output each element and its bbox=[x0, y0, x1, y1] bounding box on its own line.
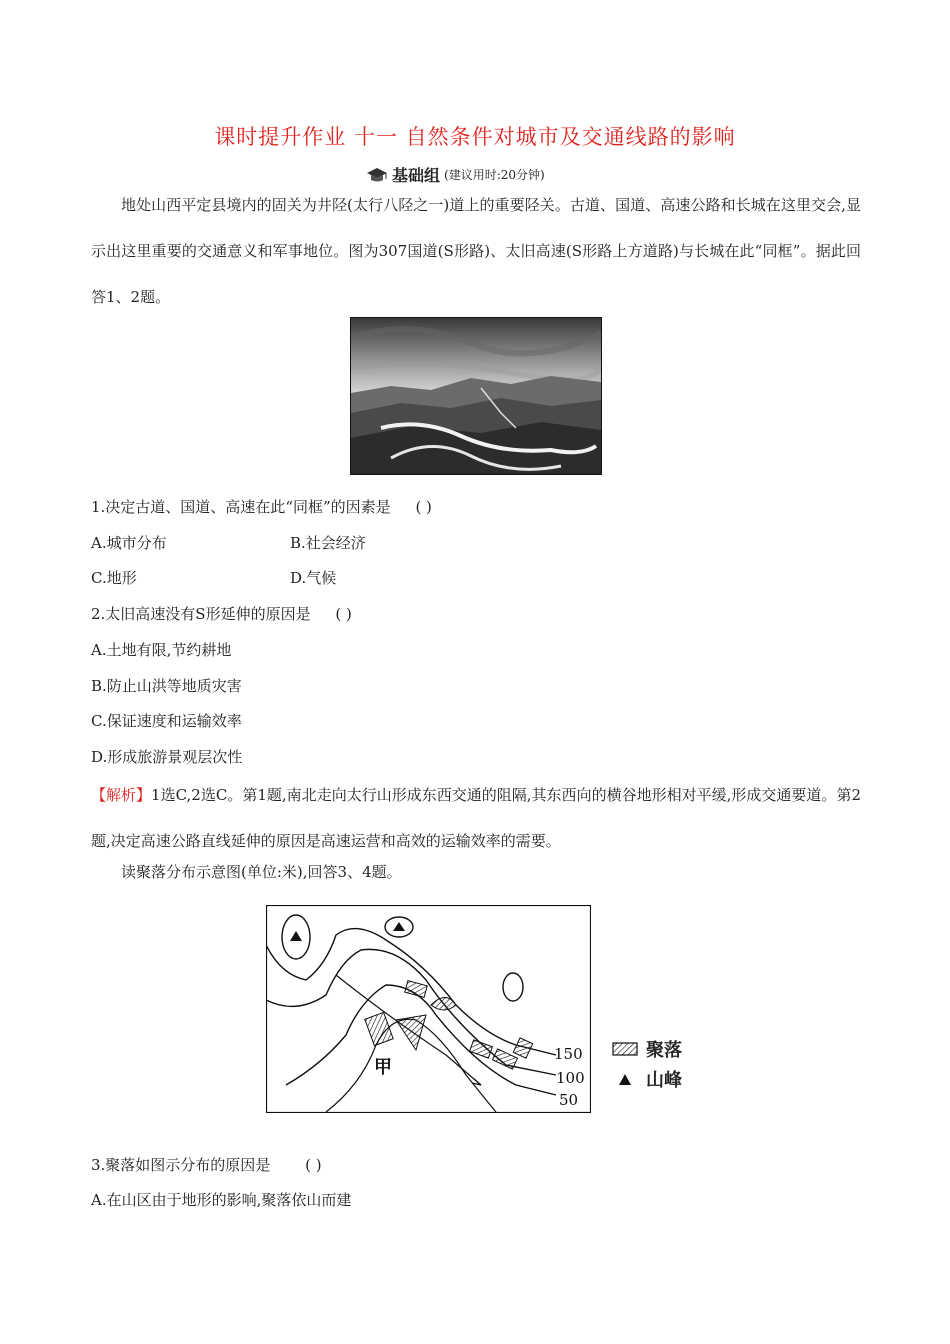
question-1-bracket: ( ) bbox=[415, 498, 432, 516]
question-2-stem: 2.太旧高速没有S形延伸的原因是 bbox=[91, 605, 311, 623]
question-1-stem: 1.决定古道、国道、高速在此“同框”的因素是 bbox=[91, 498, 391, 516]
question-1 bbox=[91, 497, 432, 517]
question-3 bbox=[91, 1155, 322, 1175]
hatched-box-icon bbox=[612, 1042, 638, 1056]
road-photo bbox=[350, 317, 602, 475]
place-label: 甲 bbox=[374, 1057, 392, 1078]
graduation-cap-icon bbox=[366, 167, 388, 183]
question-2 bbox=[91, 604, 352, 624]
q1-option-d: D.气候 bbox=[290, 569, 337, 587]
contour-label: 100 bbox=[556, 1069, 585, 1087]
question-2-bracket: ( ) bbox=[335, 605, 352, 623]
q1-option-b: B.社会经济 bbox=[290, 534, 366, 552]
q2-option-d: D.形成旅游景观层次性 bbox=[91, 748, 243, 766]
contour-label: 50 bbox=[559, 1091, 579, 1109]
section-time-note: (建议用时:20分钟) bbox=[444, 168, 545, 182]
question-3-bracket: ( ) bbox=[305, 1156, 322, 1174]
q2-option-b: B.防止山洪等地质灾害 bbox=[91, 677, 242, 695]
analysis-text: 1选C,2选C。第1题,南北走向太行山形成东西交通的阻隔,其东西向的横谷地形相对平缓,形成交通要道。第2题,决定高速公路直线延伸的原因是高速运营和高效的运输效率的需要。 bbox=[91, 786, 861, 850]
q2-option-c: C.保证速度和运输效率 bbox=[91, 712, 242, 730]
legend-peak-label: 山峰 bbox=[646, 1070, 682, 1091]
legend-settlement bbox=[612, 1036, 682, 1062]
page-title: 课时提升作业 十一 自然条件对城市及交通线路的影响 bbox=[214, 125, 736, 149]
section-name: 基础组 bbox=[392, 166, 441, 185]
q1-option-c: C.地形 bbox=[91, 569, 137, 587]
intro-paragraph-1: 地处山西平定县境内的固关为井陉(太行八陉之一)道上的重要陉关。古道、国道、高速公路和长城在这里交会,显示出这里重要的交通意义和军事地位。图为307国道(S形路)、太旧高速(S形路上方道路)与长城在此“同框”。据此回答1、2题。 bbox=[91, 196, 861, 306]
legend-peak bbox=[612, 1066, 682, 1092]
triangle-icon bbox=[612, 1071, 638, 1087]
q2-option-a: A.土地有限,节约耕地 bbox=[91, 641, 232, 659]
legend-settlement-label: 聚落 bbox=[646, 1040, 682, 1061]
q1-option-a: A.城市分布 bbox=[91, 534, 167, 552]
settlement-map bbox=[266, 905, 591, 1113]
intro-paragraph-2: 读聚落分布示意图(单位:米),回答3、4题。 bbox=[121, 863, 402, 881]
q3-option-a: A.在山区由于地形的影响,聚落依山而建 bbox=[91, 1191, 352, 1209]
contour-label: 150 bbox=[554, 1045, 583, 1063]
analysis-label: 【解析】 bbox=[91, 786, 152, 804]
question-3-stem: 3.聚落如图示分布的原因是 bbox=[91, 1156, 271, 1174]
